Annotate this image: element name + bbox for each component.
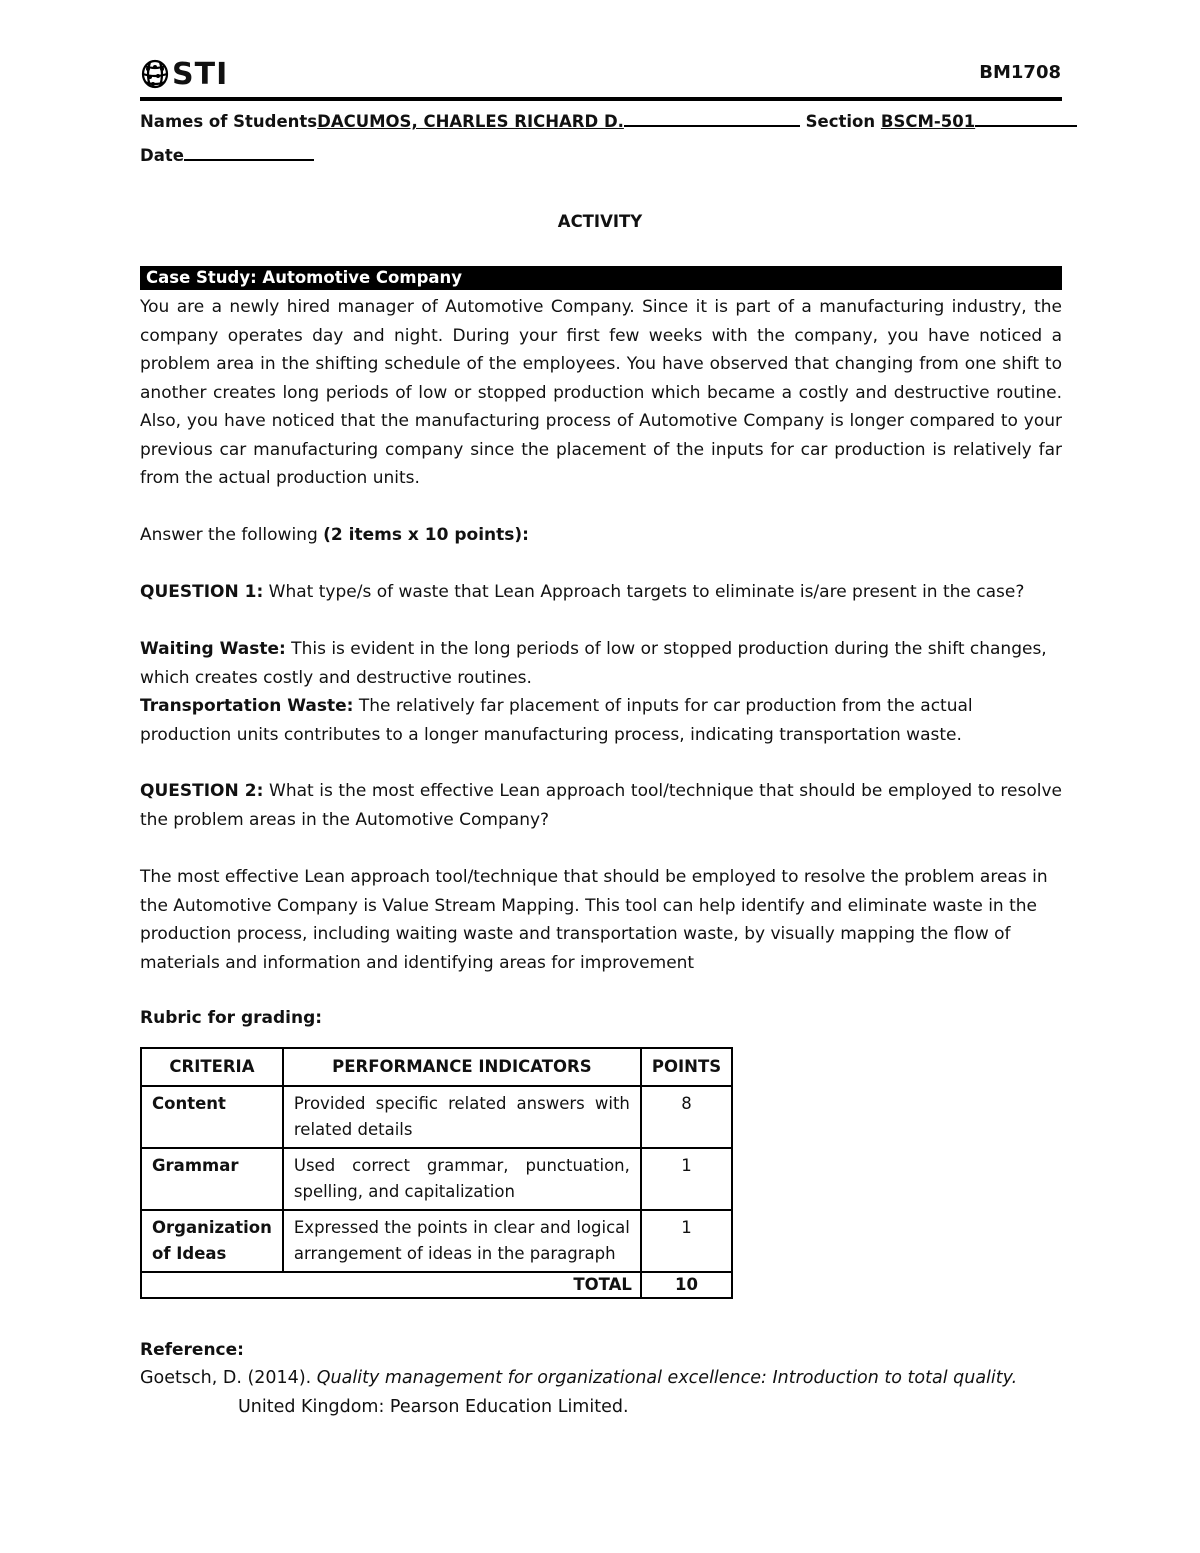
names-label: Names of Students xyxy=(140,112,318,131)
table-row xyxy=(141,1210,732,1272)
waiting-waste-label: Waiting Waste: xyxy=(140,639,286,659)
transportation-waste-text: The relatively far placement of inputs for car production from the actual production units contributes to a longer manufacturing process, indicating transportation waste. xyxy=(140,696,973,745)
student-names-field[interactable] xyxy=(317,112,624,131)
section-label: Section xyxy=(805,112,876,131)
answer-1-transport xyxy=(140,692,1062,749)
reference-author: Goetsch, D. (2014). xyxy=(140,1368,317,1388)
points-header: POINTS xyxy=(641,1048,732,1086)
indicator-cell: Used correct grammar, punctuation, spelling, and capitalization xyxy=(283,1148,641,1210)
reference-heading: Reference: xyxy=(140,1340,244,1360)
question-2-label: QUESTION 2: xyxy=(140,781,264,801)
points-cell: 1 xyxy=(641,1210,732,1272)
globe-icon xyxy=(140,57,170,91)
date-field[interactable] xyxy=(184,145,314,161)
indicator-cell: Provided specific related answers with related details xyxy=(283,1086,641,1148)
activity-title: ACTIVITY xyxy=(557,212,643,231)
sti-logo xyxy=(140,56,228,92)
question-1 xyxy=(140,578,1062,607)
rubric-header-row xyxy=(141,1048,732,1086)
case-study-body: You are a newly hired manager of Automotive Company. Since it is part of a manufacturing industry, the company operates day and night. During your first few weeks with the company, you have noticed a problem area in the shifting schedule of the employees. You have observed that changing from one shift to another creates long periods of low or stopped production which became a costly and destructive routine. Also, you have noticed that the manufacturing process of Automotive Company is longer compared to your previous car manufacturing company since the placement of the inputs for car production is relatively far from the actual production units. xyxy=(140,297,1062,488)
case-study-heading: Case Study: Automotive Company xyxy=(140,266,1062,290)
criteria-cell: Content xyxy=(141,1086,283,1148)
document-code: BM1708 xyxy=(979,62,1061,83)
rubric-heading: Rubric for grading: xyxy=(140,1008,323,1028)
indicators-header: PERFORMANCE INDICATORS xyxy=(283,1048,641,1086)
criteria-cell: Grammar xyxy=(141,1148,283,1210)
total-label: TOTAL xyxy=(141,1272,641,1298)
waiting-waste-text: This is evident in the long periods of low or stopped production during the shift changes, which creates costly and destructive routines. xyxy=(140,639,1047,688)
table-row xyxy=(141,1086,732,1148)
date-line xyxy=(140,145,314,165)
points-cell: 8 xyxy=(641,1086,732,1148)
answer-2: The most effective Lean approach tool/technique that should be employed to resolve the problem areas in the Automotive Company is Value Stream Mapping. This tool can help identify and eliminate waste in the production process, including waiting waste and transportation waste, by visually mapping the flow of materials and information and identifying areas for improvement xyxy=(140,867,1048,973)
reference-citation xyxy=(140,1368,1062,1388)
student-names-value: DACUMOS, CHARLES RICHARD D. xyxy=(317,112,624,131)
section-blank-line xyxy=(975,111,1077,127)
section-field[interactable] xyxy=(881,112,975,131)
date-label: Date xyxy=(140,146,184,165)
transportation-waste-label: Transportation Waste: xyxy=(140,696,354,716)
question-1-text: What type/s of waste that Lean Approach targets to eliminate is/are present in the case? xyxy=(263,582,1025,602)
reference-title: Quality management for organizational excellence: Introduction to total quality. xyxy=(316,1368,1018,1388)
indicator-cell: Expressed the points in clear and logical arrangement of ideas in the paragraph xyxy=(283,1210,641,1272)
criteria-header: CRITERIA xyxy=(141,1048,283,1086)
total-row xyxy=(141,1272,732,1298)
section-value: BSCM-501 xyxy=(880,112,976,131)
question-1-label: QUESTION 1: xyxy=(140,582,264,602)
rubric-table xyxy=(140,1047,733,1299)
total-value: 10 xyxy=(641,1272,732,1298)
student-info-line xyxy=(140,111,1077,131)
header-divider xyxy=(140,97,1062,101)
reference-publisher: United Kingdom: Pearson Education Limited. xyxy=(238,1397,629,1417)
points-cell: 1 xyxy=(641,1148,732,1210)
instructions-text: Answer the following xyxy=(140,525,324,545)
instructions xyxy=(140,521,1062,550)
question-2 xyxy=(140,777,1062,834)
table-row xyxy=(141,1148,732,1210)
instructions-points: (2 items x 10 points): xyxy=(323,525,529,545)
answer-1-waiting xyxy=(140,635,1062,692)
criteria-cell: Organization of Ideas xyxy=(141,1210,283,1272)
logo-text: STI xyxy=(172,56,229,92)
names-blank-line xyxy=(624,111,800,127)
question-2-text: What is the most effective Lean approach tool/technique that should be employed to resolve the problem areas in the Automotive Company? xyxy=(140,781,1062,830)
